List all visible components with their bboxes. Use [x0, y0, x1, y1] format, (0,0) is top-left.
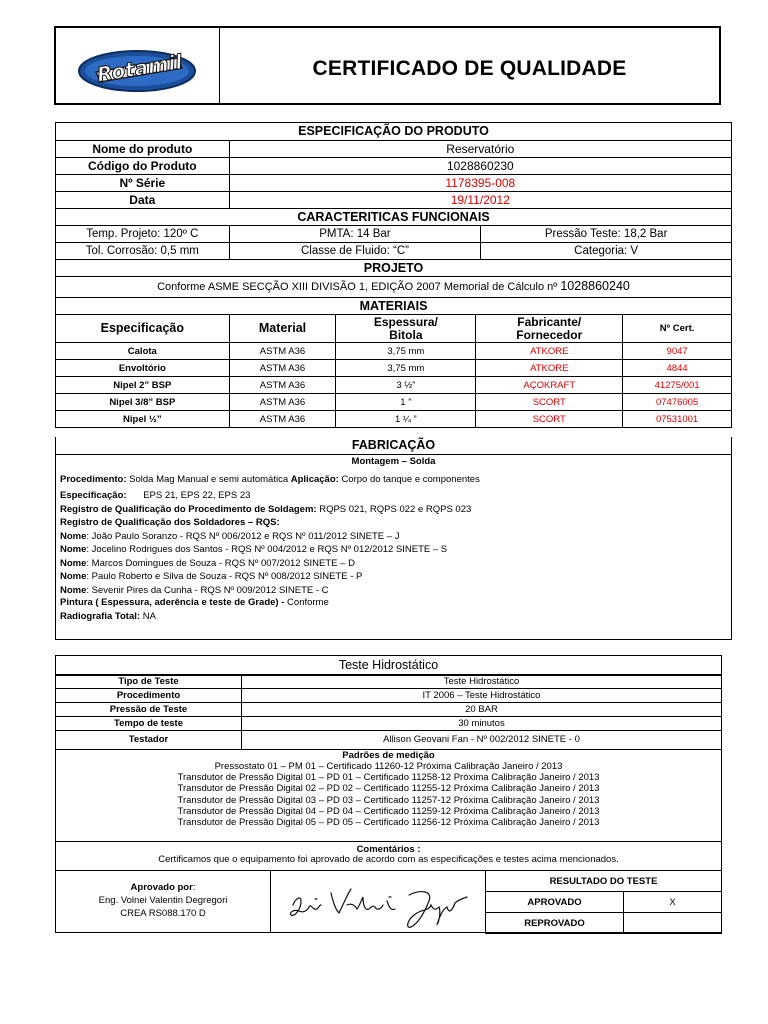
comentarios-title: Comentários : [356, 844, 421, 855]
caracteristica-cell: Classe de Fluido: “C” [229, 243, 481, 260]
aprovado-label: APROVADO [486, 892, 624, 913]
fabricacao-section [55, 437, 732, 640]
divider [56, 841, 721, 842]
resultado-title: RESULTADO DO TESTE [486, 871, 722, 892]
teste-value: Allison Geovani Fan - Nº 002/2012 SINETE - 0 [242, 731, 722, 750]
col-especificacao: Especificação [56, 315, 230, 343]
projeto-text [56, 277, 732, 298]
produto-label: Nº Série [56, 175, 230, 192]
material-fabricante: SCORT [476, 394, 623, 411]
produto-value: Reservatório [229, 141, 731, 158]
signature [271, 871, 486, 933]
material-tipo: ASTM A36 [229, 343, 336, 360]
caracteristicas-row [56, 226, 732, 243]
material-especificacao: Calota [56, 343, 230, 360]
padroes-list [56, 761, 721, 828]
rqs-label: Registro de Qualificação dos Soldadores – RQS: [60, 517, 280, 528]
material-cert: 4844 [623, 360, 732, 377]
material-fabricante: ATKORE [476, 360, 623, 377]
section-caracteristicas: CARACTERITICAS FUNCIONAIS [56, 209, 732, 226]
teste-value: 30 minutos [242, 717, 722, 731]
material-espessura: 3,75 mm [336, 343, 476, 360]
material-cert: 07531001 [623, 411, 732, 428]
certificate-header [54, 26, 721, 105]
material-row [56, 377, 732, 394]
material-especificacao: Envoltório [56, 360, 230, 377]
pintura-value: Conforme [284, 597, 329, 608]
materiais-header [56, 315, 732, 343]
reprovado-label: REPROVADO [486, 913, 624, 934]
material-espessura: 3 ½” [336, 377, 476, 394]
teste-row [56, 717, 722, 731]
produto-row [56, 158, 732, 175]
material-tipo: ASTM A36 [229, 411, 336, 428]
material-especificacao: Nipel 3/8” BSP [56, 394, 230, 411]
padrao-item: Pressostato 01 – PM 01 – Certificado 11260-12 Próxima Calibração Janeiro / 2013 [214, 761, 563, 772]
material-tipo: ASTM A36 [229, 394, 336, 411]
teste-row [56, 703, 722, 717]
teste-label: Testador [56, 731, 242, 750]
teste-row [56, 689, 722, 703]
radiografia-value: NA [140, 611, 156, 622]
teste-label: Procedimento [56, 689, 242, 703]
resultado-table [485, 870, 722, 934]
section-projeto: PROJETO [56, 260, 732, 277]
produto-row [56, 141, 732, 158]
material-cert: 41275/001 [623, 377, 732, 394]
pintura-line [60, 597, 329, 608]
caracteristica-cell: PMTA: 14 Bar [229, 226, 481, 243]
procedimento-value: Solda Mag Manual e semi automática [129, 474, 289, 485]
soldador-nome-label: Nome [60, 531, 87, 542]
caracteristica-cell: Pressão Teste: 18,2 Bar [481, 226, 732, 243]
material-cert: 9047 [623, 343, 732, 360]
material-espessura: 1 ¼ ” [336, 411, 476, 428]
aprovado-por-label: Aprovado por [130, 882, 193, 893]
teste-row [56, 731, 722, 750]
caracteristica-cell: Temp. Projeto: 120º C [56, 226, 230, 243]
produto-label: Data [56, 192, 230, 209]
comentarios-text: Certificamos que o equipamento foi aprovado de acordo com as especificações e testes acima mencionados. [158, 854, 619, 865]
teste-table [55, 674, 722, 750]
aprovacao-block [56, 870, 721, 933]
soldador-item [60, 530, 447, 543]
section-materiais: MATERIAIS [56, 298, 732, 315]
col-cert: Nº Cert. [623, 315, 732, 343]
teste-value: 20 BAR [242, 703, 722, 717]
especificacao-label: Especificação: [60, 490, 127, 501]
teste-label: Pressão de Teste [56, 703, 242, 717]
produto-value: 19/11/2012 [229, 192, 731, 209]
produto-row [56, 175, 732, 192]
rqps-value: RQPS 021, RQPS 022 e RQPS 023 [319, 504, 472, 515]
soldador-item [60, 570, 447, 583]
caracteristica-cell: Tol. Corrosão: 0,5 mm [56, 243, 230, 260]
padrao-item: Transdutor de Pressão Digital 02 – PD 02 – Certificado 11255-12 Próxima Calibração Janeiro / 2013 [177, 783, 600, 795]
projeto-norma: Conforme ASME SECÇÃO XIII DIVISÃO 1, EDIÇÃO 2007 Memorial de Cálculo nº [157, 281, 558, 293]
aprovado-mark: X [624, 892, 722, 913]
padrao-item: Transdutor de Pressão Digital 01 – PD 01 – Certificado 11258-12 Próxima Calibração Janeiro / 2013 [177, 772, 600, 784]
document-title: CERTIFICADO DE QUALIDADE [312, 56, 627, 80]
caracteristicas-row [56, 243, 732, 260]
padrao-item: Transdutor de Pressão Digital 03 – PD 03 – Certificado 11257-12 Próxima Calibração Janeiro / 2013 [177, 794, 600, 806]
rqps-line [60, 504, 471, 515]
soldador-nome-label: Nome [60, 557, 87, 569]
material-fabricante: SCORT [476, 411, 623, 428]
company-logo [56, 28, 220, 103]
especificacao-value: EPS 21, EPS 22, EPS 23 [143, 490, 251, 501]
material-tipo: ASTM A36 [229, 377, 336, 394]
material-row [56, 360, 732, 377]
fabricacao-subtitle: Montagem – Solda [351, 456, 436, 467]
especificacao-line [60, 490, 250, 501]
material-fabricante: ATKORE [476, 343, 623, 360]
section-teste-hidrostatico: Teste Hidrostático [56, 656, 721, 676]
padrao-item: Transdutor de Pressão Digital 05 – PD 05 – Certificado 11256-12 Próxima Calibração Janeiro / 2013 [177, 817, 600, 829]
teste-value: IT 2006 – Teste Hidrostático [242, 689, 722, 703]
soldadores-list [60, 530, 447, 597]
materiais-body [56, 343, 732, 428]
produto-row [56, 192, 732, 209]
procedimento-label: Procedimento: [60, 474, 127, 485]
soldador-nome-label: Nome [60, 584, 87, 596]
padroes-title: Padrões de medição [342, 750, 435, 761]
col-fabricante: Fabricante/ Fornecedor [476, 315, 623, 343]
material-especificacao: Nipel ½” [56, 411, 230, 428]
produto-label: Código do Produto [56, 158, 230, 175]
soldador-text: : Jocelino Rodrigues dos Santos - RQS Nº 004/2012 e RQS Nº 012/2012 SINETE – S [86, 544, 448, 556]
aprovador-nome: Eng. Volnei Valentin Degregori [98, 895, 228, 906]
soldador-item [60, 557, 447, 570]
soldador-nome-label: Nome [60, 571, 87, 583]
material-fabricante: AÇOKRAFT [476, 377, 623, 394]
produto-label: Nome do produto [56, 141, 230, 158]
caracteristica-cell: Categoria: V [481, 243, 732, 260]
radiografia-line [60, 611, 156, 622]
teste-label: Tipo de Teste [56, 675, 242, 689]
soldador-text: : João Paulo Soranzo - RQS Nº 006/2012 e RQS Nº 011/2012 SINETE – J [86, 531, 400, 542]
material-espessura: 3,75 mm [336, 360, 476, 377]
teste-value: Teste Hidrostático [242, 675, 722, 689]
rqps-label: Registro de Qualificação do Procedimento de Soldagem: [60, 504, 317, 515]
material-espessura: 1 ” [336, 394, 476, 411]
svg-text:Rotamil: Rotamil [95, 49, 184, 87]
material-row [56, 343, 732, 360]
soldador-item [60, 584, 447, 597]
aplicacao-value: Corpo do tanque e componentes [341, 474, 480, 485]
soldador-text: : Marcos Domingues de Souza - RQS Nº 007/2012 SINETE – D [86, 557, 355, 569]
pintura-label: Pintura ( Espessura, aderência e teste de Grade) - [60, 597, 285, 608]
produto-value: 1028860230 [229, 158, 731, 175]
aplicacao-label: Aplicação: [290, 474, 339, 485]
section-fabricacao: FABRICAÇÃO [56, 437, 731, 455]
teste-row [56, 675, 722, 689]
soldador-text: : Sevenir Pires da Cunha - RQS Nº 009/2012 SINETE - C [86, 584, 329, 596]
soldador-item [60, 543, 447, 556]
material-especificacao: Nipel 2” BSP [56, 377, 230, 394]
aprovador-crea: CREA RS088.170 D [120, 908, 206, 919]
col-espessura: Espessura/ Bitola [336, 315, 476, 343]
material-cert: 07476005 [623, 394, 732, 411]
section-especificacao-produto: ESPECIFICAÇÃO DO PRODUTO [56, 123, 732, 141]
material-row [56, 411, 732, 428]
produto-value: 1178395-008 [229, 175, 731, 192]
material-row [56, 394, 732, 411]
radiografia-label: Radiografia Total: [60, 611, 141, 622]
reprovado-mark [624, 913, 722, 934]
material-tipo: ASTM A36 [229, 360, 336, 377]
padrao-item: Transdutor de Pressão Digital 04 – PD 04 – Certificado 11259-12 Próxima Calibração Janeiro / 2013 [177, 805, 600, 817]
memorial-calculo: 1028860240 [560, 279, 630, 293]
teste-label: Tempo de teste [56, 717, 242, 731]
aprovador-box [56, 871, 271, 933]
procedimento-line [60, 474, 480, 485]
soldador-nome-label: Nome [60, 544, 87, 556]
soldador-text: : Paulo Roberto e Silva de Souza - RQS Nº 008/2012 SINETE - P [86, 571, 363, 583]
aprovado-por-colon: : [192, 882, 196, 893]
specification-table [55, 122, 732, 428]
col-material: Material [229, 315, 336, 343]
